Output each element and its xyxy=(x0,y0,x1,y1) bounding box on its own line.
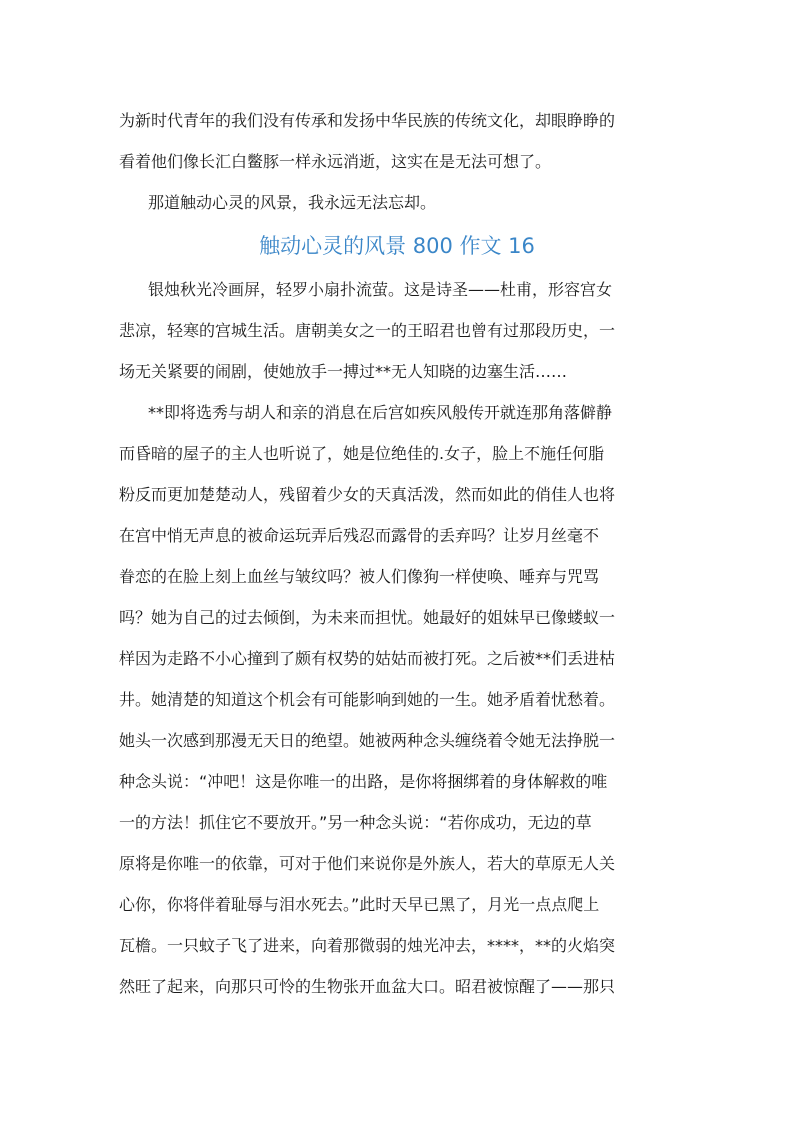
text-line: 粉反而更加楚楚动人，残留着少女的天真活泼，然而如此的俏佳人也将 xyxy=(119,485,616,504)
text-line: 瓦檐。一只蚊子飞了进来，向着那微弱的烛光冲去，****，**的火焰突 xyxy=(119,936,616,955)
text-line: 眷恋的在脸上刻上血丝与皱纹吗？被人们像狗一样使唤、唾弃与咒骂 xyxy=(119,567,600,586)
text-line: 吗？她为自己的过去倾倒，为未来而担忧。她最好的姐妹早已像蝼蚁一 xyxy=(119,608,616,627)
text-line: 那道触动心灵的风景，我永远无法忘却。 xyxy=(148,193,437,212)
text-line: 在宫中悄无声息的被命运玩弄后残忍而露骨的丢弃吗？让岁月丝毫不 xyxy=(119,526,600,545)
text-line: 看着他们像长汇白鳖豚一样永远消逝，这实在是无法可想了。 xyxy=(119,152,552,171)
text-line: 样因为走路不小心撞到了颇有权势的姑姑而被打死。之后被**们丢进枯 xyxy=(119,649,616,668)
text-line: 银烛秋光冷画屏，轻罗小扇扑流萤。这是诗圣——杜甫，形容宫女 xyxy=(148,280,613,299)
text-line: 井。她清楚的知道这个机会有可能影响到她的一生。她矛盾着忧愁着。 xyxy=(119,690,616,709)
article-title: 触动心灵的风景 800 作文 16 xyxy=(259,234,535,258)
text-line: 她头一次感到那漫无天日的绝望。她被两种念头缠绕着令她无法挣脱一 xyxy=(119,731,616,750)
article-paragraph-1 xyxy=(119,269,675,392)
text-line: 心你，你将伴着耻辱与泪水死去。”此时天早已黑了，月光一点点爬上 xyxy=(119,895,600,914)
text-line: 种念头说：“冲吧！这是你唯一的出路，是你将捆绑着的身体解救的唯 xyxy=(119,772,608,791)
text-line: 然旺了起来，向那只可怜的生物张开血盆大口。昭君被惊醒了——那只 xyxy=(119,977,616,996)
text-line: 悲凉，轻寒的宫城生活。唐朝美女之一的王昭君也曾有过那段历史，一 xyxy=(119,321,616,340)
text-line: 原将是你唯一的依靠，可对于他们来说你是外族人，若大的草原无人关 xyxy=(119,854,616,873)
document-body xyxy=(119,100,675,1007)
text-line: 场无关紧要的闹剧，使她放手一搏过**无人知晓的边塞生活…… xyxy=(119,362,568,381)
text-line: 而昏暗的屋子的主人也听说了，她是位绝佳的.女子，脸上不施任何脂 xyxy=(119,444,605,463)
article-paragraph-2 xyxy=(119,392,675,1007)
closing-paragraph xyxy=(119,182,675,223)
intro-paragraph xyxy=(119,100,675,182)
text-line: 一的方法！抓住它不要放开。”另一种念头说：“若你成功，无边的草 xyxy=(119,813,592,832)
text-line: **即将选秀与胡人和亲的消息在后宫如疾风般传开就连那角落僻静 xyxy=(148,403,613,422)
text-line: 为新时代青年的我们没有传承和发扬中华民族的传统文化，却眼睁睁的 xyxy=(119,111,616,130)
